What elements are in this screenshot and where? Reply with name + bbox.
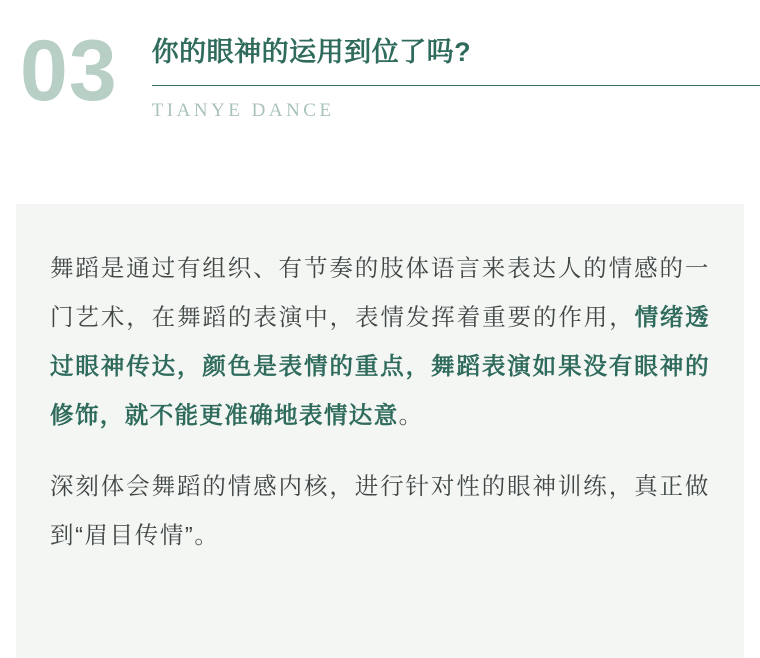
- body-card: [16, 204, 744, 658]
- section-header: [0, 0, 760, 160]
- page-title: 你的眼神的运用到位了吗?: [151, 37, 472, 67]
- title-divider: [152, 85, 760, 86]
- paragraph-2: 深刻体会舞蹈的情感内核，进行针对性的眼神训练，真正做到“眉目传情”。: [50, 473, 710, 548]
- header-text-group: [152, 36, 760, 122]
- page-subtitle: TIANYE DANCE: [151, 100, 335, 122]
- section-number: 03: [20, 23, 118, 119]
- paragraph-1-highlight: 情绪透过眼神传达，颜色是表情的重点，舞蹈表演如果没有眼神的修饰，就不能更准确地表情达意: [50, 304, 710, 428]
- paragraph-1-lead: 舞蹈是通过有组织、有节奏的肢体语言来表达人的情感的一门艺术，在舞蹈的表演中，表情发挥着重要的作用，: [50, 255, 710, 330]
- paragraph-1-tail: 。: [398, 402, 424, 428]
- paragraph-1: [50, 244, 710, 440]
